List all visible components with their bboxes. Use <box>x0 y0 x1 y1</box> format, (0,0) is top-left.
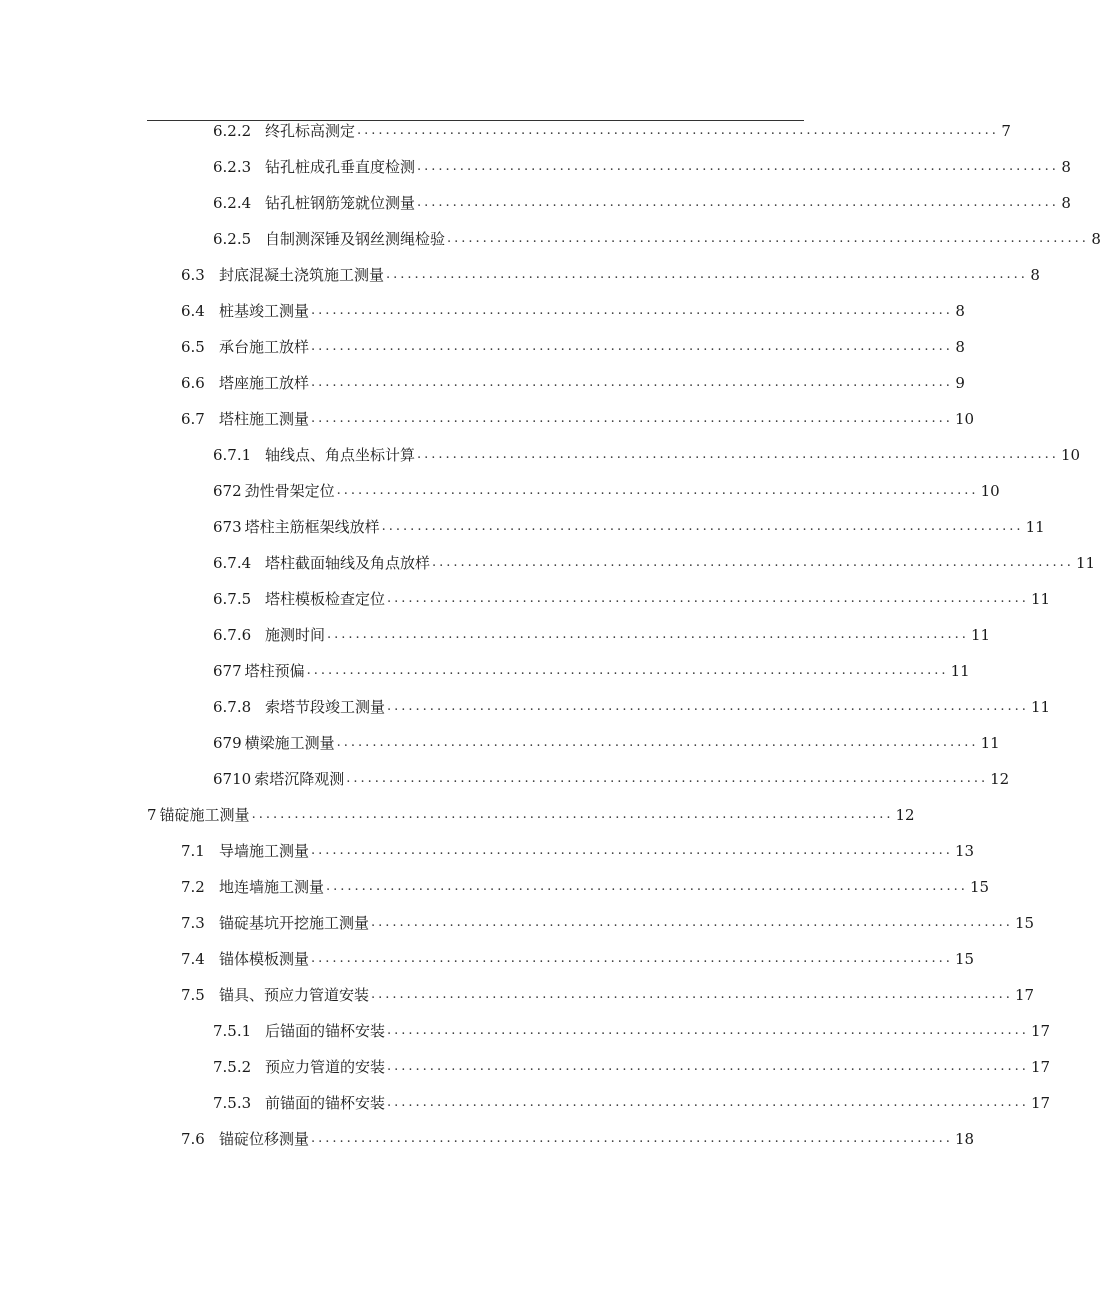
toc-entry-number: 6.7.8 <box>213 698 252 716</box>
dot-leader: .......................................................................................... <box>387 1023 1029 1038</box>
toc-entry-number: 7.6 <box>181 1130 205 1148</box>
toc-entry[interactable] <box>181 260 1040 290</box>
toc-entry-title: 塔座施工放样 <box>219 374 310 392</box>
toc-entry[interactable] <box>213 620 991 650</box>
dot-leader: .......................................................................................... <box>311 339 953 354</box>
dot-leader: .......................................................................................... <box>311 951 953 966</box>
toc-entry-page: 8 <box>955 338 965 356</box>
toc-entry-page: 18 <box>954 1130 975 1148</box>
toc-entry-title: 塔柱主筋框架线放样 <box>244 518 380 536</box>
toc-entry[interactable] <box>181 1124 975 1154</box>
toc-entry[interactable] <box>181 908 1035 938</box>
toc-entry-number: 679 <box>213 734 242 752</box>
dot-leader: .......................................................................................... <box>371 915 1013 930</box>
toc-entry-page: 10 <box>954 410 975 428</box>
toc-entry-title: 锚碇施工测量 <box>159 806 250 824</box>
toc-entry-number: 7.1 <box>181 842 205 860</box>
dot-leader: .......................................................................................... <box>447 231 1089 246</box>
toc-entry-page: 11 <box>950 662 970 680</box>
toc-entry-number: 6.2.2 <box>213 122 252 140</box>
toc-entry-title: 横梁施工测量 <box>244 734 335 752</box>
toc-entry-title: 预应力管道的安装 <box>265 1058 386 1076</box>
toc-entry[interactable] <box>147 800 915 830</box>
toc-entry-page: 8 <box>1061 158 1071 176</box>
dot-leader: .......................................................................................... <box>387 699 1029 714</box>
toc-entry[interactable] <box>213 1052 1051 1082</box>
dot-leader: .......................................................................................... <box>336 483 979 498</box>
toc-entry[interactable] <box>181 404 975 434</box>
dot-leader: .......................................................................................... <box>311 411 953 426</box>
toc-entry-page: 17 <box>1030 1058 1051 1076</box>
toc-entry-title: 钻孔桩成孔垂直度检测 <box>265 158 416 176</box>
toc-entry-title: 钻孔桩钢筋笼就位测量 <box>265 194 416 212</box>
toc-entry[interactable] <box>181 836 975 866</box>
toc-entry-title: 承台施工放样 <box>219 338 310 356</box>
toc-entry-title: 导墙施工测量 <box>219 842 310 860</box>
toc-entry-number: 677 <box>213 662 242 680</box>
toc-entry-title: 施测时间 <box>265 626 326 644</box>
toc-entry-page: 11 <box>980 734 1000 752</box>
toc-entry[interactable] <box>213 224 1101 254</box>
dot-leader: .......................................................................................... <box>346 771 989 786</box>
toc-entry-page: 10 <box>980 482 1000 500</box>
toc-entry-number: 7.3 <box>181 914 205 932</box>
dot-leader: .......................................................................................... <box>387 591 1029 606</box>
dot-leader: .......................................................................................... <box>371 987 1013 1002</box>
dot-leader: .......................................................................................... <box>311 303 953 318</box>
toc-entry-title: 后锚面的锚杯安装 <box>265 1022 386 1040</box>
toc-entry-page: 8 <box>1030 266 1040 284</box>
toc-entry-title: 塔柱截面轴线及角点放样 <box>265 554 431 572</box>
toc-entry-number: 7.5.3 <box>213 1094 252 1112</box>
toc-entry-title: 索塔沉降观测 <box>254 770 345 788</box>
toc-entry-page: 8 <box>955 302 965 320</box>
dot-leader: .......................................................................................... <box>326 879 968 894</box>
toc-entry-number: 6.2.4 <box>213 194 252 212</box>
toc-entry[interactable] <box>213 116 1011 146</box>
toc-entry-title: 桩基竣工测量 <box>219 302 310 320</box>
toc-entry[interactable] <box>213 728 1000 758</box>
toc-entry-title: 锚具、预应力管道安装 <box>219 986 370 1004</box>
toc-entry-title: 劲性骨架定位 <box>244 482 335 500</box>
toc-entry-number: 6.5 <box>181 338 205 356</box>
dot-leader: .......................................................................................... <box>432 555 1074 570</box>
toc-entry[interactable] <box>181 944 975 974</box>
dot-leader: .......................................................................................... <box>311 843 953 858</box>
dot-leader: .......................................................................................... <box>311 1131 953 1146</box>
dot-leader: .......................................................................................... <box>251 807 894 822</box>
dot-leader: .......................................................................................... <box>327 627 969 642</box>
toc-entry-number: 6.2.5 <box>213 230 252 248</box>
toc-entry[interactable] <box>213 188 1071 218</box>
toc-entry[interactable] <box>213 1088 1051 1118</box>
toc-entry-page: 10 <box>1060 446 1081 464</box>
toc-entry-title: 塔柱施工测量 <box>219 410 310 428</box>
dot-leader: .......................................................................................... <box>387 1059 1029 1074</box>
toc-entry[interactable] <box>213 656 970 686</box>
toc-entry-title: 地连墙施工测量 <box>219 878 325 896</box>
toc-entry-page: 15 <box>1014 914 1035 932</box>
toc-entry-page: 15 <box>969 878 990 896</box>
toc-entry[interactable] <box>213 476 1000 506</box>
toc-entry[interactable] <box>213 692 1051 722</box>
toc-entry-number: 6.7.5 <box>213 590 252 608</box>
toc-entry-page: 17 <box>1030 1094 1051 1112</box>
toc-entry-number: 6.2.3 <box>213 158 252 176</box>
toc-entry-title: 前锚面的锚杯安装 <box>265 1094 386 1112</box>
toc-entry-page: 7 <box>1001 122 1011 140</box>
dot-leader: .......................................................................................... <box>336 735 979 750</box>
toc-entry-number: 6.6 <box>181 374 205 392</box>
toc-entry-page: 11 <box>1030 698 1051 716</box>
toc-entry[interactable] <box>181 872 990 902</box>
toc-entry[interactable] <box>213 1016 1051 1046</box>
toc-entry-title: 塔柱预偏 <box>244 662 305 680</box>
toc-entry[interactable] <box>213 764 1010 794</box>
toc-entry-page: 12 <box>895 806 915 824</box>
dot-leader: .......................................................................................... <box>417 447 1059 462</box>
toc-entry-page: 13 <box>954 842 975 860</box>
toc-entry-page: 11 <box>1025 518 1045 536</box>
toc-entry-page: 17 <box>1030 1022 1051 1040</box>
toc-entry[interactable] <box>213 512 1045 542</box>
toc-entry-number: 672 <box>213 482 242 500</box>
toc-entry-number: 6.7.6 <box>213 626 252 644</box>
dot-leader: .......................................................................................... <box>357 123 999 138</box>
toc-entry[interactable] <box>181 296 965 326</box>
toc-entry-number: 7.4 <box>181 950 205 968</box>
toc-entry-page: 9 <box>955 374 965 392</box>
toc-entry[interactable] <box>213 440 1081 470</box>
toc-entry-page: 12 <box>990 770 1010 788</box>
toc-entry-title: 自制测深锤及钢丝测绳检验 <box>265 230 446 248</box>
toc-entry-title: 封底混凝土浇筑施工测量 <box>219 266 385 284</box>
toc-entry-page: 15 <box>954 950 975 968</box>
toc-entry-number: 6.7.1 <box>213 446 252 464</box>
dot-leader: .......................................................................................... <box>417 159 1059 174</box>
toc-entry-number: 7.5.1 <box>213 1022 252 1040</box>
toc-entry-page: 8 <box>1061 194 1071 212</box>
toc-entry-number: 6.4 <box>181 302 205 320</box>
toc-entry-page: 11 <box>970 626 991 644</box>
dot-leader: .......................................................................................... <box>417 195 1059 210</box>
dot-leader: .......................................................................................... <box>381 519 1024 534</box>
toc-entry-number: 7.5.2 <box>213 1058 252 1076</box>
toc-entry[interactable] <box>181 332 965 362</box>
dot-leader: .......................................................................................... <box>387 1095 1029 1110</box>
toc-entry-number: 6.7 <box>181 410 205 428</box>
dot-leader: .......................................................................................... <box>311 375 953 390</box>
toc-entry-page: 17 <box>1014 986 1035 1004</box>
toc-entry[interactable] <box>213 584 1051 614</box>
toc-entry-title: 锚体模板测量 <box>219 950 310 968</box>
toc-entry[interactable] <box>181 980 1035 1010</box>
toc-entry-number: 7.2 <box>181 878 205 896</box>
toc-entry[interactable] <box>213 548 1096 578</box>
toc-entry[interactable] <box>213 152 1071 182</box>
toc-entry-title: 索塔节段竣工测量 <box>265 698 386 716</box>
toc-entry-number: 7.5 <box>181 986 205 1004</box>
toc-entry-number: 6710 <box>213 770 252 788</box>
toc-entry-number: 673 <box>213 518 242 536</box>
toc-entry-page: 11 <box>1030 590 1051 608</box>
toc-entry-title: 塔柱模板检查定位 <box>265 590 386 608</box>
toc-entry-page: 11 <box>1075 554 1096 572</box>
toc-entry-title: 终孔标高测定 <box>265 122 356 140</box>
toc-entry-title: 锚碇位移测量 <box>219 1130 310 1148</box>
toc-entry-page: 8 <box>1091 230 1101 248</box>
toc-entry[interactable] <box>181 368 965 398</box>
toc-entry-number: 6.7.4 <box>213 554 252 572</box>
toc-entry-number: 7 <box>147 806 157 824</box>
toc-entry-title: 锚碇基坑开挖施工测量 <box>219 914 370 932</box>
dot-leader: .......................................................................................... <box>386 267 1028 282</box>
toc-entry-title: 轴线点、角点坐标计算 <box>265 446 416 464</box>
toc-entry-number: 6.3 <box>181 266 205 284</box>
dot-leader: .......................................................................................... <box>306 663 949 678</box>
